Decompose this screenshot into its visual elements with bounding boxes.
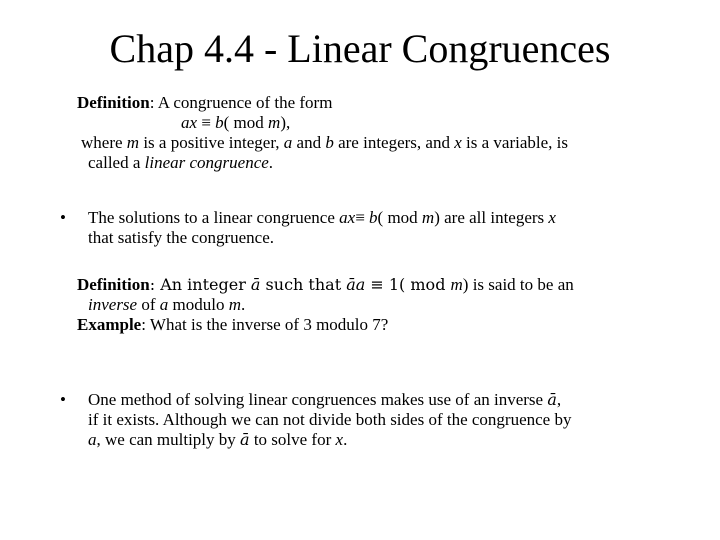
var-b: b bbox=[325, 133, 334, 152]
definition-line-3 bbox=[77, 133, 568, 153]
definition-inverse-line-1 bbox=[77, 275, 574, 295]
equiv: ≡ bbox=[355, 208, 370, 227]
term-inverse: inverse bbox=[88, 295, 138, 314]
var-m: m bbox=[228, 295, 241, 314]
text: The solutions to a linear congruence bbox=[88, 208, 340, 227]
text: are integers, and bbox=[333, 133, 455, 152]
text: . bbox=[268, 153, 274, 172]
var-ax: ax bbox=[339, 208, 356, 227]
text: of bbox=[137, 295, 160, 314]
example-text: : What is the inverse of 3 modulo 7? bbox=[141, 315, 389, 334]
formula-mod: ( mod bbox=[223, 113, 269, 132]
bullet-inverse-line-3 bbox=[88, 430, 571, 450]
text: is a positive integer, bbox=[139, 133, 284, 152]
var-abar: ā bbox=[250, 275, 261, 294]
text: called a bbox=[88, 153, 145, 172]
bullet-inverse-line-1 bbox=[88, 390, 571, 410]
definition-line-1 bbox=[77, 93, 568, 113]
text: . bbox=[241, 295, 246, 314]
text: ≡ 1( mod bbox=[365, 275, 451, 294]
text: One method of solving linear congruences makes use of an inverse bbox=[88, 390, 548, 409]
bullet-solutions bbox=[88, 208, 556, 248]
formula-var-m: m bbox=[268, 113, 281, 132]
example-term: Example bbox=[77, 315, 142, 334]
formula-end: ), bbox=[280, 113, 291, 132]
var-x: x bbox=[548, 208, 556, 227]
var-abara: āa bbox=[346, 275, 366, 294]
text: : An integer bbox=[149, 275, 251, 294]
var-m: m bbox=[126, 133, 140, 152]
formula-var-b: b bbox=[215, 113, 224, 132]
definition-line-4 bbox=[77, 153, 568, 173]
slide-title: Chap 4.4 - Linear Congruences bbox=[109, 26, 611, 71]
text: ) is said to be an bbox=[462, 275, 574, 294]
bullet-solutions-line-2: that satisfy the congruence. bbox=[88, 228, 274, 247]
text: to solve for bbox=[249, 430, 336, 449]
mod: ( mod bbox=[377, 208, 422, 227]
text: . bbox=[343, 430, 348, 449]
definition-text: : A congruence of the form bbox=[149, 93, 333, 112]
text: ) are all integers bbox=[434, 208, 549, 227]
example-line bbox=[77, 315, 574, 335]
definition-term: Definition bbox=[77, 275, 150, 294]
var-b: b bbox=[369, 208, 378, 227]
var-a: a bbox=[283, 133, 293, 152]
definition-formula bbox=[77, 113, 568, 133]
var-a: a bbox=[88, 430, 97, 449]
text: , bbox=[556, 390, 562, 409]
definition-inverse-line-2 bbox=[77, 295, 574, 315]
term-linear-congruence: linear congruence bbox=[144, 153, 269, 172]
text: such that bbox=[260, 275, 347, 294]
definition-linear-congruence bbox=[77, 93, 568, 173]
bullet-marker: • bbox=[60, 390, 66, 409]
text: modulo bbox=[168, 295, 229, 314]
text: where bbox=[81, 133, 127, 152]
var-abar: ā bbox=[547, 390, 557, 409]
definition-inverse bbox=[77, 275, 574, 335]
text: and bbox=[292, 133, 326, 152]
var-abar: ā bbox=[240, 430, 250, 449]
bullet-marker: • bbox=[60, 208, 66, 227]
bullet-inverse-line-2: if it exists. Although we can not divide both sides of the congruence by bbox=[88, 410, 572, 429]
formula-equiv: ≡ bbox=[197, 113, 216, 132]
formula-var-ax: ax bbox=[181, 113, 198, 132]
var-m: m bbox=[450, 275, 463, 294]
var-m: m bbox=[421, 208, 435, 227]
text: is a variable, is bbox=[461, 133, 568, 152]
var-x: x bbox=[454, 133, 462, 152]
var-x: x bbox=[335, 430, 344, 449]
definition-term: Definition bbox=[77, 93, 150, 112]
var-a: a bbox=[159, 295, 169, 314]
bullet-solutions-line-1 bbox=[88, 208, 556, 228]
bullet-inverse-method bbox=[88, 390, 571, 450]
text: , we can multiply by bbox=[96, 430, 241, 449]
